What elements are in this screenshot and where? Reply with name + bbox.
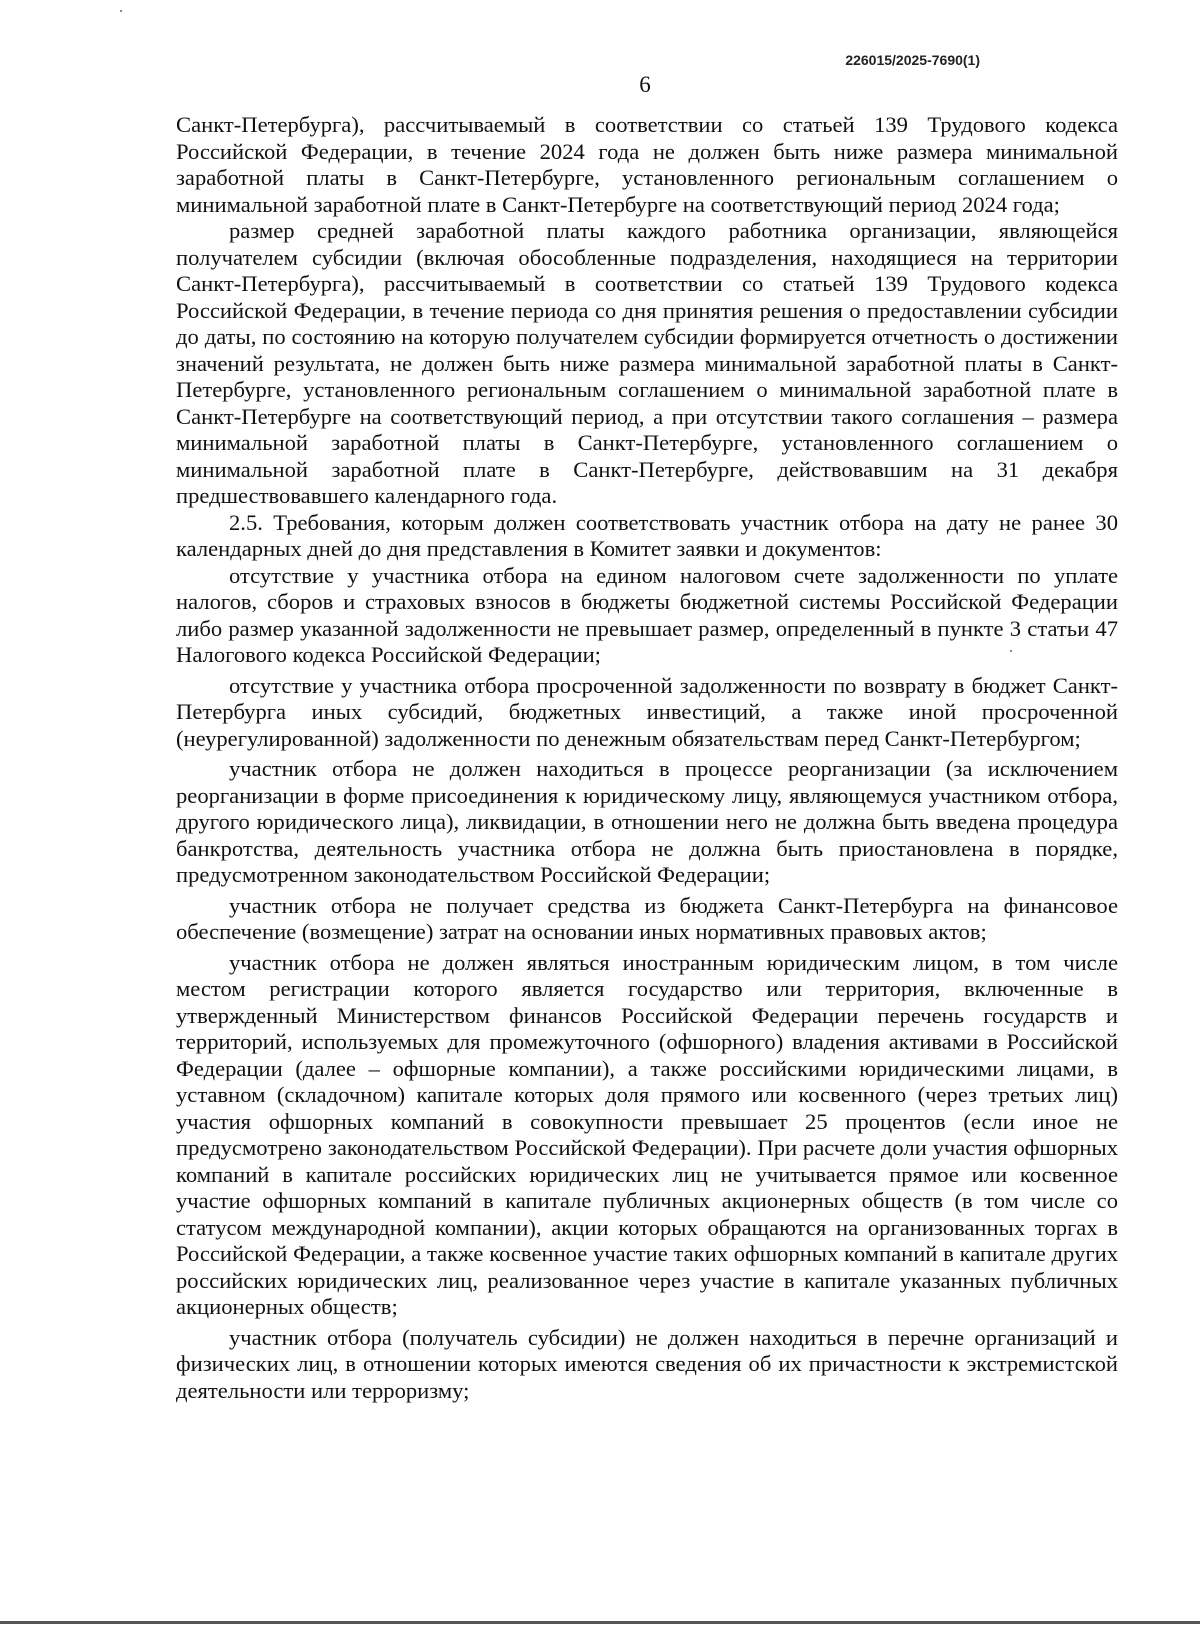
paragraph-offshore: участник отбора не должен являться иностранным юридическим лицом, в том числе местом регистрации которого является государство или территория, включенные в утвержденный Министерством финансов Российской Федерации перечень государств и территорий, используемых для промежуточного (офшорного) владения активами в Российской Федерации (далее – офшорные компании), а также российскими юридическими лицами, в уставном (складочном) капитале которых доля прямого или косвенного (через третьих лиц) участия офшорных компаний в совокупности превышает 25 процентов (если иное не предусмотрено законодательством Российской Федерации). При расчете доли участия офшорных компаний в капитале российских юридических лиц не учитывается прямое или косвенное участие офшорных компаний в капитале публичных акционерных обществ (в том числе со статусом международной компании), акции которых обращаются на организованных торгах в Российской Федерации, а также косвенное участие таких офшорных компаний в капитале других российских юридических лиц, реализованное через участие в капитале указанных публичных акционерных обществ; [176, 949, 1118, 1319]
document-body [176, 112, 1118, 1404]
paragraph-average-salary: размер средней заработной платы каждого работника организации, являющейся получателем субсидии (включая обособленные подразделения, находящиеся на территории Санкт-Петербурга), рассчитываемый в соответствии со статьей 139 Трудового кодекса Российской Федерации, в течение периода со дня принятия решения о предоставлении субсидии до даты, по состоянию на которую получателем субсидии формируется отчетность о достижении значений результата, не должен быть ниже размера минимальной заработной платы в Санкт-Петербурге, установленного региональным соглашением о минимальной заработной плате в Санкт-Петербурге на соответствующий период, а при отсутствии такого соглашения – размера минимальной заработной платы в Санкт-Петербурге, установленного соглашением о минимальной заработной плате в Санкт-Петербурге, действовавшим на 31 декабря предшествовавшего календарного года. [176, 218, 1118, 508]
document-registration-number: 226015/2025-7690(1) [845, 52, 980, 68]
paragraph-tax-debt: отсутствие у участника отбора на едином налоговом счете задолженности по уплате налогов, сборов и страховых взносов в бюджеты бюджетной системы Российской Федерации либо размер указанной задолженности не превышает размер, определенный в пункте 3 статьи 47 Налогового кодекса Российской Федерации; [176, 562, 1118, 667]
scan-edge-line [0, 1621, 1200, 1624]
paragraph-continuation: Санкт-Петербурга), рассчитываемый в соответствии со статьей 139 Трудового кодекса Российской Федерации, в течение 2024 года не должен быть ниже размера минимальной заработной платы в Санкт-Петербурге, установленного региональным соглашением о минимальной заработной плате в Санкт-Петербурге на соответствующий период 2024 года; [176, 112, 1118, 217]
paragraph-other-funding: участник отбора не получает средства из бюджета Санкт-Петербурга на финансовое обеспечение (возмещение) затрат на основании иных нормативных правовых актов; [176, 892, 1118, 944]
paragraph-extremism: участник отбора (получатель субсидии) не должен находиться в перечне организаций и физических лиц, в отношении которых имеются сведения об их причастности к экстремистской деятельности или терроризму; [176, 1324, 1118, 1403]
paragraph-section-2-5: 2.5. Требования, которым должен соответствовать участник отбора на дату не ранее 30 календарных дней до дня представления в Комитет заявки и документов: [176, 509, 1118, 561]
paragraph-reorganization: участник отбора не должен находиться в процессе реорганизации (за исключением реорганизации в форме присоединения к юридическому лицу, являющемуся участником отбора, другого юридического лица), ликвидации, в отношении него не должна быть введена процедура банкротства, деятельность участника отбора не должна быть приостановлена в порядке, предусмотренном законодательством Российской Федерации; [176, 756, 1118, 887]
paragraph-overdue-debt: отсутствие у участника отбора просроченной задолженности по возврату в бюджет Санкт-Петербурга иных субсидий, бюджетных инвестиций, а также иной просроченной (неурегулированной) задолженности по денежным обязательствам перед Санкт-Петербургом; [176, 672, 1118, 751]
scan-speck [120, 10, 122, 12]
page-number: 6 [639, 72, 651, 97]
